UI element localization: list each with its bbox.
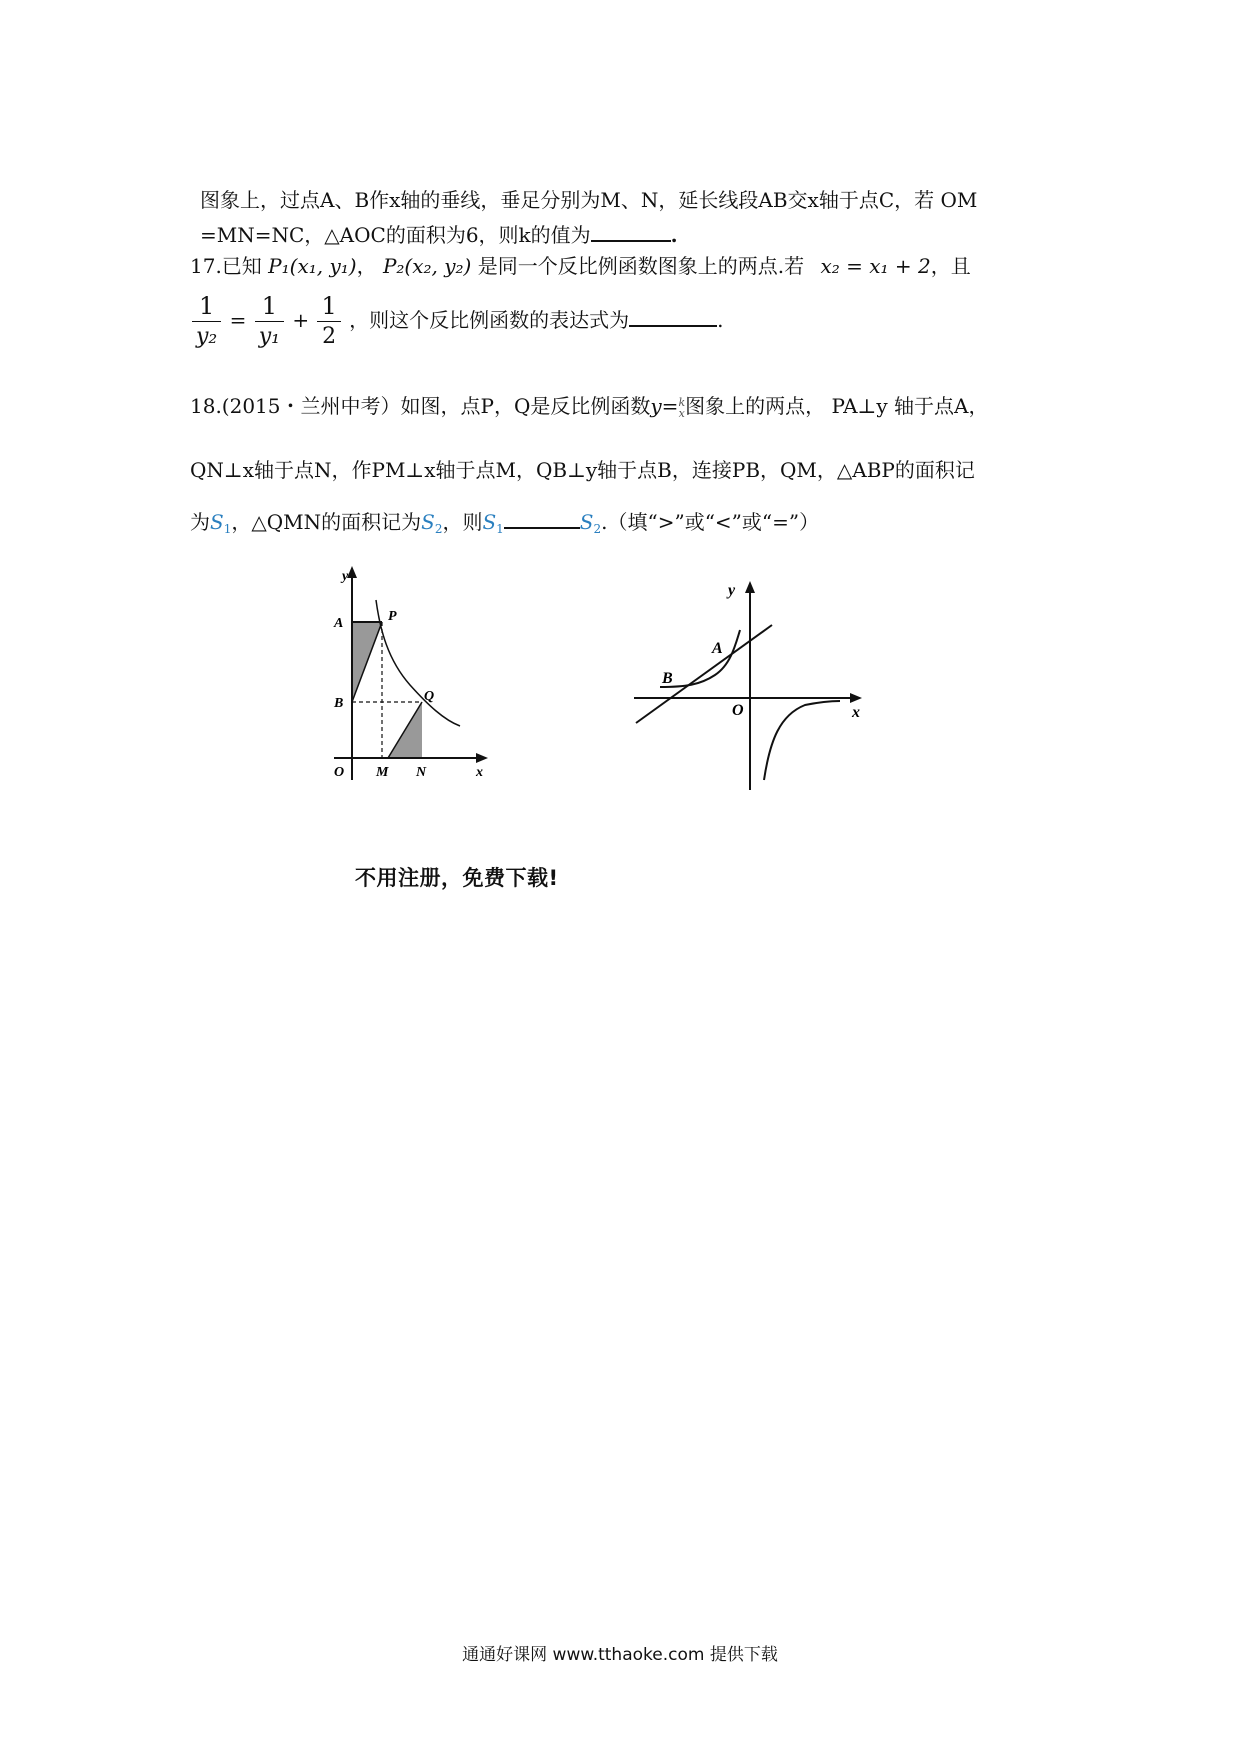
frac3-num: 1	[317, 291, 340, 322]
q18-after-func: 图象上的两点， PA⊥y 轴于点A，	[685, 394, 989, 418]
q17-line2	[190, 288, 723, 352]
s2-compare-sub: 2	[593, 522, 602, 536]
free-download-text: 不用注册，免费下载!	[355, 866, 559, 890]
label-x: x	[476, 765, 483, 780]
q16-line2-text: =MN=NC，△AOC的面积为6，则k的值为	[200, 223, 591, 247]
q18-line3-c: ，则	[442, 510, 483, 534]
q18-line3-a: 为	[190, 510, 210, 534]
label-n: N	[416, 765, 427, 780]
x-axis-arrow-icon	[476, 753, 488, 763]
label-b: B	[334, 696, 344, 711]
answer-blank-17[interactable]	[629, 305, 717, 327]
frac1-num: 1	[192, 291, 221, 322]
q16-line1-text: 图象上，过点A、B作x轴的垂线，垂足分别为M、N，延长线段AB交x轴于点C，若 OM	[200, 188, 978, 212]
q18-func-x: x	[678, 406, 685, 420]
q17-and: ，且	[930, 254, 971, 278]
label-a: A	[334, 616, 344, 631]
figure-2-line-and-curves	[630, 575, 870, 795]
label-o: O	[334, 765, 345, 780]
hyperbola-lower-branch	[764, 701, 840, 780]
label-m: M	[376, 765, 389, 780]
q18-line2	[190, 456, 975, 484]
q18-line2-text: QN⊥x轴于点N，作PM⊥x轴于点M，QB⊥y轴于点B，连接PB，QM，△ABP的面积记	[190, 458, 975, 482]
s2-sub: 2	[434, 522, 443, 536]
x-axis-arrow-icon	[850, 693, 862, 703]
q17-equals: =	[229, 308, 247, 332]
figure-1-hyperbola-triangles	[320, 560, 500, 790]
label-y: y	[342, 569, 349, 584]
q17-line1	[190, 252, 971, 280]
s2-symbol: S	[421, 510, 435, 534]
label-x: x	[852, 704, 860, 721]
frac2-num: 1	[255, 291, 284, 322]
s1-sub: 1	[223, 522, 232, 536]
q17-equation: x₂ = x₁ + 2	[820, 254, 931, 278]
q18-prefix: 18.(2015・兰州中考）如图，点P，Q是反比例函数	[190, 394, 651, 418]
answer-blank-18[interactable]	[504, 507, 580, 529]
q18-line3-f: .（填“>”或“<”或“=”）	[601, 510, 820, 534]
straight-line	[636, 625, 772, 723]
frac2-den: y₁	[258, 324, 280, 349]
fraction-1-over-2	[317, 291, 340, 352]
s1-compare: S	[482, 510, 497, 534]
label-b: B	[662, 670, 673, 687]
q16-line2	[200, 220, 678, 249]
s1-compare-sub: 1	[496, 522, 504, 536]
q17-plus: +	[292, 308, 310, 332]
q18-func-k: k	[678, 395, 686, 409]
q17-p1: P₁(x₁, y₁)	[268, 254, 357, 278]
q18-line1	[190, 392, 988, 420]
q17-end: .	[717, 308, 724, 332]
label-o: O	[732, 702, 744, 719]
frac3-den: 2	[322, 324, 337, 349]
label-p: P	[388, 609, 397, 624]
q17-p2: P₂(x₂, y₂)	[382, 254, 472, 278]
label-y: y	[728, 582, 736, 599]
q18-func-y: y=	[650, 394, 679, 418]
q17-sep: ，	[356, 254, 377, 278]
q16-end: .	[670, 223, 678, 247]
fraction-1-over-y1	[255, 291, 284, 352]
label-q: Q	[424, 689, 435, 704]
footer-text: 通通好课网 www.tthaoke.com 提供下载	[462, 1645, 778, 1665]
s1-symbol: S	[210, 510, 224, 534]
y-axis-arrow-icon	[745, 581, 755, 593]
q17-mid: 是同一个反比例函数图象上的两点.若	[477, 254, 805, 278]
frac1-den: y₂	[196, 324, 218, 349]
q18-line3-b: ，△QMN的面积记为	[231, 510, 422, 534]
q16-line1	[200, 186, 977, 214]
label-a: A	[712, 640, 723, 657]
q17-tail: ，则这个反比例函数的表达式为	[349, 308, 630, 332]
y-axis-arrow-icon	[347, 566, 357, 578]
answer-blank-16[interactable]	[591, 220, 671, 242]
fraction-1-over-y2	[192, 291, 221, 352]
q17-prefix: 17.已知	[190, 254, 262, 278]
s2-compare: S	[579, 510, 594, 534]
q18-line3	[190, 507, 819, 543]
